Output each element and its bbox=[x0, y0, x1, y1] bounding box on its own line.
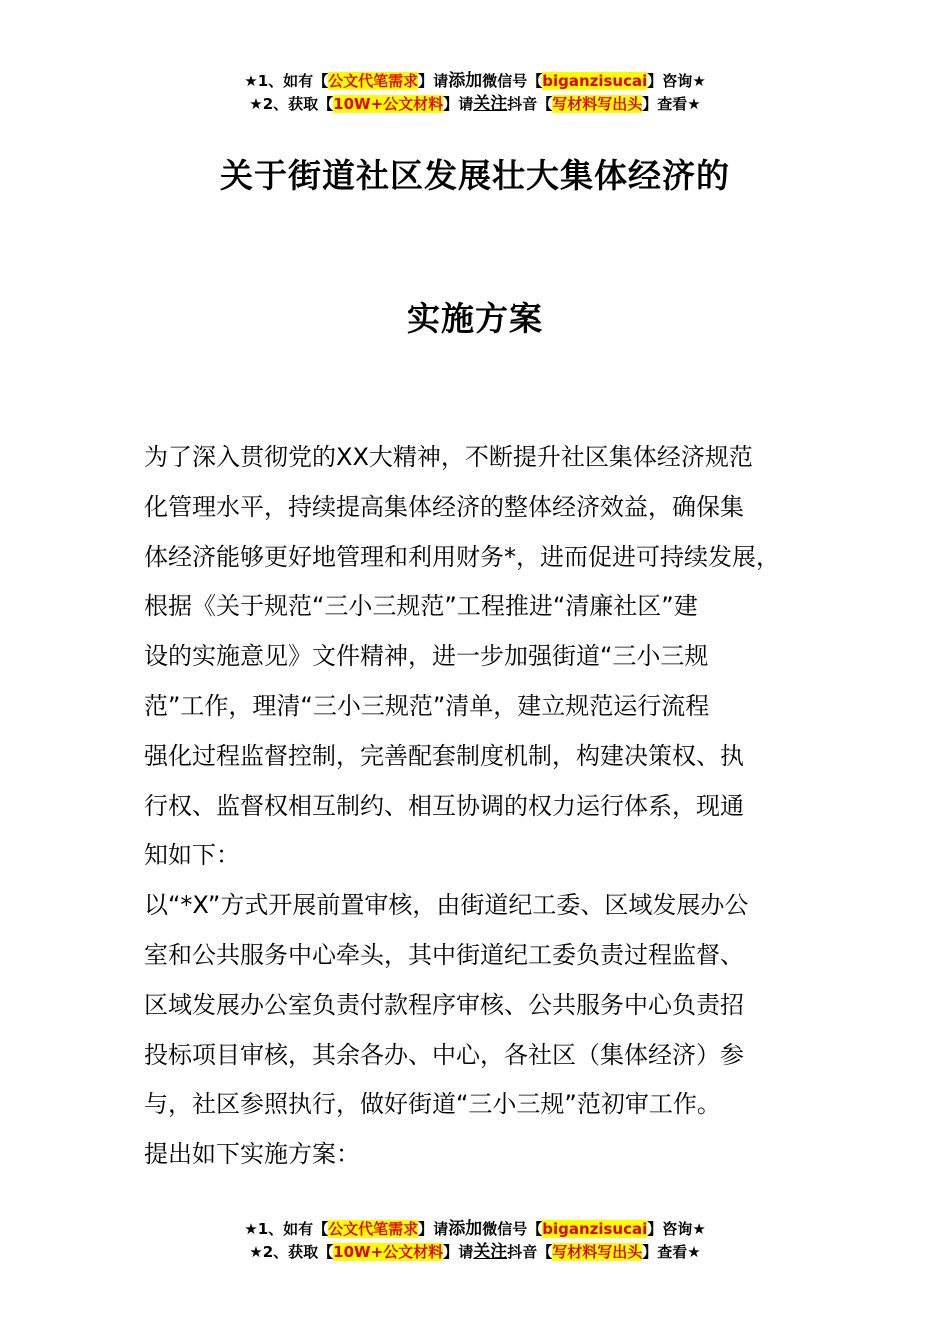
header-banner bbox=[0, 70, 950, 116]
bracket: 【 bbox=[318, 95, 334, 113]
banner-text: 查看 bbox=[657, 95, 688, 113]
banner-text: 2、获取 bbox=[262, 1243, 319, 1261]
banner-text: 1、如有 bbox=[257, 1220, 314, 1238]
highlight-materials: 10W+公文材料 bbox=[333, 95, 444, 113]
banner-text: 抖音 bbox=[507, 95, 538, 113]
bracket: 【 bbox=[318, 1243, 334, 1261]
star-icon: ★ bbox=[692, 72, 706, 90]
banner-text: 抖音 bbox=[507, 1243, 538, 1261]
body-line: 室和公共服务中心牵头，其中街道纪工委负责过程监督、 bbox=[144, 940, 744, 969]
banner-text: 咨询 bbox=[662, 72, 693, 90]
body-line: 区域发展办公室负责付款程序审核、公共服务中心负责招 bbox=[144, 990, 744, 1019]
body-line: 提出如下实施方案： bbox=[144, 1140, 360, 1169]
document-title-line-1: 关于街道社区发展壮大集体经济的 bbox=[220, 156, 730, 195]
body-line: 以“*X”方式开展前置审核，由街道纪工委、区域发展办公 bbox=[144, 891, 749, 920]
star-icon: ★ bbox=[687, 95, 701, 113]
bracket: 】 bbox=[642, 1243, 658, 1261]
banner-emphasis: 添加 bbox=[448, 71, 483, 91]
body-line: 与，社区参照执行，做好街道“三小三规”范初审工作。 bbox=[144, 1090, 721, 1119]
body-line: 化管理水平，持续提高集体经济的整体经济效益，确保集 bbox=[144, 492, 744, 521]
star-icon: ★ bbox=[249, 95, 263, 113]
banner-text: 1、如有 bbox=[257, 72, 314, 90]
highlight-douyin-account: 写材料写出头 bbox=[552, 95, 643, 113]
banner-text: 查看 bbox=[657, 1243, 688, 1261]
body-line: 根据《关于规范“三小三规范”工程推进“清廉社区”建 bbox=[144, 592, 698, 621]
body-line: 设的实施意见》文件精神，进一步加强街道“三小三规 bbox=[144, 642, 709, 671]
star-icon: ★ bbox=[249, 1243, 263, 1261]
banner-line-2 bbox=[0, 93, 950, 116]
banner-text: 微信号 bbox=[482, 72, 528, 90]
bracket: 【 bbox=[537, 95, 553, 113]
banner-text: 请 bbox=[458, 95, 474, 113]
star-icon: ★ bbox=[692, 1220, 706, 1238]
bracket: 】 bbox=[642, 95, 658, 113]
body-line: 强化过程监督控制，完善配套制度机制，构建决策权、执 bbox=[144, 741, 744, 770]
bracket: 】 bbox=[647, 1220, 663, 1238]
bracket: 】 bbox=[647, 72, 663, 90]
body-line: 投标项目审核，其余各办、中心，各社区（集体经济）参 bbox=[144, 1040, 744, 1069]
body-line: 知如下： bbox=[144, 841, 240, 870]
document-title-line-2: 实施方案 bbox=[407, 299, 543, 338]
highlight-service: 公文代笔需求 bbox=[328, 1220, 419, 1238]
star-icon: ★ bbox=[687, 1243, 701, 1261]
banner-emphasis: 关注 bbox=[473, 94, 508, 114]
bracket: 】 bbox=[418, 1220, 434, 1238]
banner-line-1 bbox=[0, 70, 950, 93]
banner-line-1 bbox=[0, 1218, 950, 1241]
footer-banner bbox=[0, 1218, 950, 1264]
bracket: 【 bbox=[527, 1220, 543, 1238]
star-icon: ★ bbox=[244, 72, 258, 90]
banner-text: 请 bbox=[458, 1243, 474, 1261]
bracket: 】 bbox=[418, 72, 434, 90]
highlight-wechat-id: biganzisucai bbox=[542, 1220, 648, 1238]
body-line: 行权、监督权相互制约、相互协调的权力运行体系，现通 bbox=[144, 791, 744, 820]
banner-text: 2、获取 bbox=[262, 95, 319, 113]
highlight-wechat-id: biganzisucai bbox=[542, 72, 648, 90]
banner-text: 微信号 bbox=[482, 1220, 528, 1238]
banner-text: 咨询 bbox=[662, 1220, 693, 1238]
document-body bbox=[144, 433, 829, 1180]
bracket: 】 bbox=[443, 1243, 459, 1261]
highlight-douyin-account: 写材料写出头 bbox=[552, 1243, 643, 1261]
bracket: 【 bbox=[313, 72, 329, 90]
star-icon: ★ bbox=[244, 1220, 258, 1238]
body-line: 为了深入贯彻党的XX大精神，不断提升社区集体经济规范 bbox=[144, 443, 753, 471]
body-line: 体经济能够更好地管理和利用财务*，进而促进可持续发展， bbox=[144, 542, 780, 571]
banner-emphasis: 关注 bbox=[473, 1242, 508, 1262]
bracket: 】 bbox=[443, 95, 459, 113]
banner-line-2 bbox=[0, 1241, 950, 1264]
highlight-materials: 10W+公文材料 bbox=[333, 1243, 444, 1261]
banner-text: 请 bbox=[433, 1220, 449, 1238]
bracket: 【 bbox=[537, 1243, 553, 1261]
bracket: 【 bbox=[313, 1220, 329, 1238]
highlight-service: 公文代笔需求 bbox=[328, 72, 419, 90]
banner-emphasis: 添加 bbox=[448, 1219, 483, 1239]
bracket: 【 bbox=[527, 72, 543, 90]
body-line: 范”工作，理清“三小三规范”清单，建立规范运行流程 bbox=[144, 691, 710, 720]
banner-text: 请 bbox=[433, 72, 449, 90]
